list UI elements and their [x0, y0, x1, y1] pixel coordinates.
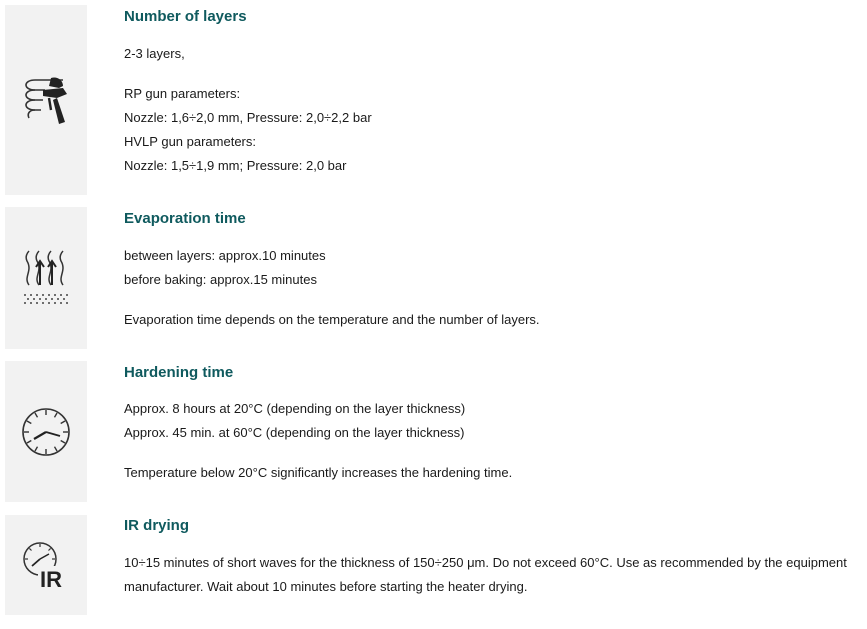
text-line: between layers: approx.10 minutes [124, 248, 326, 263]
text-paragraph: 10÷15 minutes of short waves for the thickness of 150÷250 μm. Do not exceed 60°C. Use as recommended by the equipment manufacturer. Wait about 10 minutes before starting the heater drying. [124, 555, 847, 594]
section-content [124, 516, 847, 599]
section-title: IR drying [124, 517, 190, 534]
ir-label: IR [40, 567, 62, 591]
section-number-of-layers [0, 0, 867, 196]
section-content [124, 363, 847, 485]
section-title: Evaporation time [124, 210, 246, 227]
icon-box [5, 5, 87, 195]
icon-box [5, 515, 87, 615]
text-line: RP gun parameters: [124, 86, 241, 101]
text-line: HVLP gun parameters: [124, 134, 256, 149]
text-line: Approx. 45 min. at 60°C (depending on the layer thickness) [124, 425, 465, 440]
icon-box [5, 361, 87, 502]
spray-gun-icon [21, 74, 71, 126]
section-content [124, 7, 847, 178]
text-line: Approx. 8 hours at 20°C (depending on the layer thickness) [124, 401, 466, 416]
section-title: Hardening time [124, 364, 234, 381]
evaporation-icon [21, 249, 71, 307]
text-line: 2-3 layers, [124, 46, 185, 61]
text-line: Evaporation time depends on the temperature and the number of layers. [124, 312, 540, 327]
text-line: Temperature below 20°C significantly increases the hardening time. [124, 465, 513, 480]
section-evaporation-time [0, 207, 867, 349]
text-line: Nozzle: 1,6÷2,0 mm, Pressure: 2,0÷2,2 bar [124, 110, 372, 125]
clock-icon [20, 406, 72, 458]
ir-drying-icon [20, 539, 72, 591]
section-content [124, 209, 847, 332]
text-line: before baking: approx.15 minutes [124, 272, 317, 287]
section-title: Number of layers [124, 8, 247, 25]
section-ir-drying [0, 515, 867, 615]
icon-box [5, 207, 87, 349]
text-line: Nozzle: 1,5÷1,9 mm; Pressure: 2,0 bar [124, 158, 347, 173]
section-hardening-time [0, 361, 867, 502]
